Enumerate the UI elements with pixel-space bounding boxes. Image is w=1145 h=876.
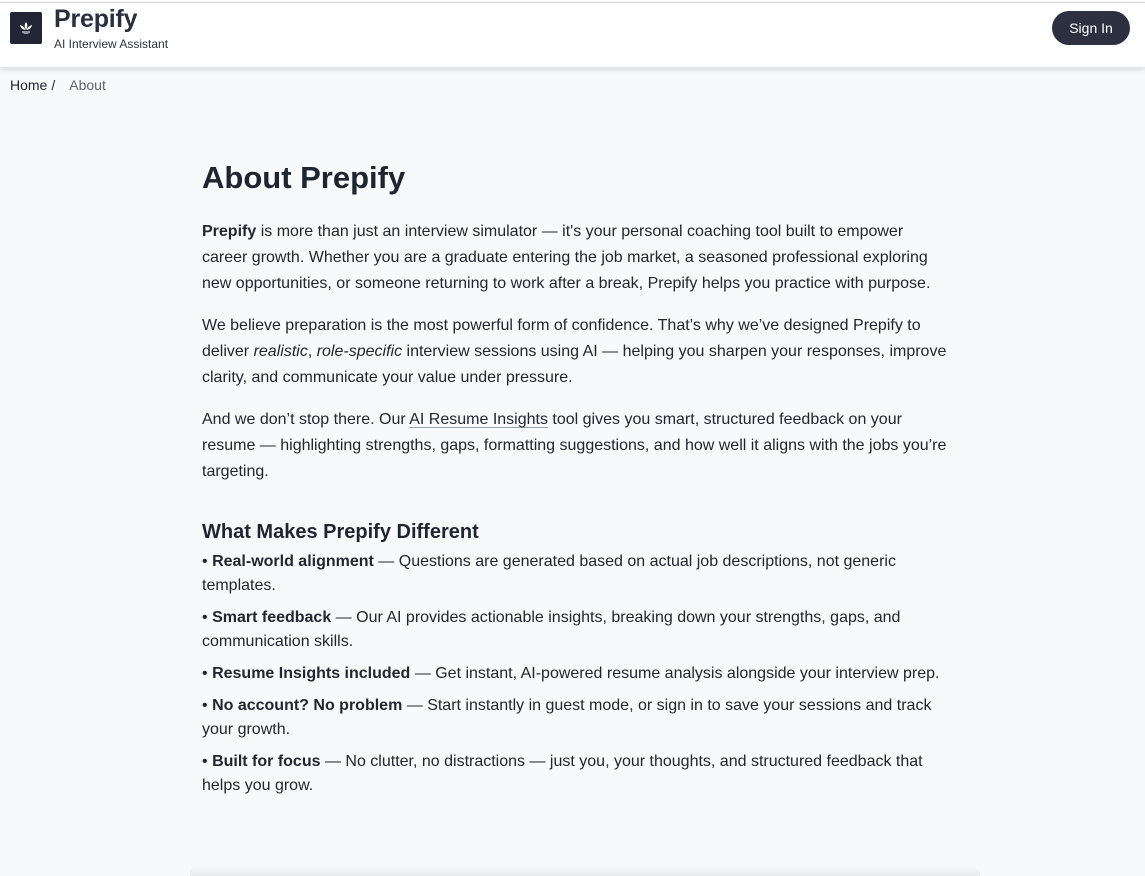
section-title: What Makes Prepify Different	[202, 521, 479, 543]
feature-text: — Questions are generated based on actual job descriptions, not generic templates.	[202, 553, 896, 594]
breadcrumb-home-link[interactable]: Home	[10, 77, 48, 93]
breadcrumb-current: About	[69, 77, 106, 93]
feature-title: Smart feedback	[212, 609, 332, 626]
belief-text-b: ,	[307, 343, 317, 360]
bullet-glyph: •	[202, 697, 208, 714]
feature-item	[202, 606, 947, 654]
feature-title: Real-world alignment	[212, 553, 374, 570]
belief-emphasis-role-specific: role-specific	[316, 343, 403, 360]
brand-subtitle: AI Interview Assistant	[54, 37, 169, 51]
intro-brand-strong: Prepify	[202, 223, 257, 240]
belief-text-a: We believe preparation is the most powerful form of confidence. That’s why we’ve designed Prepify to deliver	[202, 317, 921, 360]
feature-text: — Our AI provides actionable insights, breaking down your strengths, gaps, and communication skills.	[202, 609, 901, 650]
breadcrumb	[10, 77, 106, 93]
breadcrumb-separator: /	[51, 77, 56, 93]
about-content	[202, 160, 947, 806]
feature-item	[202, 550, 947, 598]
feature-list	[202, 550, 947, 798]
resume-insights-link[interactable]: AI Resume Insights	[409, 411, 548, 428]
belief-text-c: interview sessions using AI — helping you sharpen your responses, improve clarity, and communicate your value under pressure.	[202, 343, 947, 386]
feature-item	[202, 662, 947, 686]
intro-text: is more than just an interview simulator — it's your personal coaching tool built to empower career growth. Whether you are a graduate entering the job market, a seasoned professional exploring new opportunities, or someone returning to work after a break, Prepify helps you practice with purpose.	[202, 223, 931, 292]
bullet-glyph: •	[202, 553, 208, 570]
feature-title: No account? No problem	[212, 697, 403, 714]
feature-item	[202, 694, 947, 742]
bullet-glyph: •	[202, 665, 208, 682]
sign-in-button[interactable]: Sign In	[1052, 11, 1130, 45]
feature-title: Resume Insights included	[212, 665, 411, 682]
footer-shadow-edge	[190, 866, 980, 876]
feature-text: — Start instantly in guest mode, or sign in to save your sessions and track your growth.	[202, 697, 932, 738]
resume-paragraph	[202, 407, 947, 485]
resume-text-b: tool gives you smart, structured feedback on your resume — highlighting strengths, gaps, formatting suggestions, and how well it aligns with the jobs you’re targeting.	[202, 411, 947, 480]
feature-text: — No clutter, no distractions — just you, your thoughts, and structured feedback that helps you grow.	[202, 753, 923, 794]
brand-title[interactable]: Prepify	[54, 5, 138, 33]
feature-title: Built for focus	[212, 753, 321, 770]
feature-text: — Get instant, AI-powered resume analysis alongside your interview prep.	[410, 665, 940, 682]
feature-item	[202, 750, 947, 798]
bullet-glyph: •	[202, 609, 208, 626]
lotus-logo-icon[interactable]	[10, 12, 42, 44]
intro-paragraph	[202, 219, 947, 297]
page-title: About Prepify	[202, 160, 406, 195]
belief-emphasis-realistic: realistic	[253, 343, 308, 360]
site-header	[0, 3, 1145, 68]
resume-text-a: And we don’t stop there. Our	[202, 411, 410, 428]
belief-paragraph	[202, 313, 947, 391]
bullet-glyph: •	[202, 753, 208, 770]
